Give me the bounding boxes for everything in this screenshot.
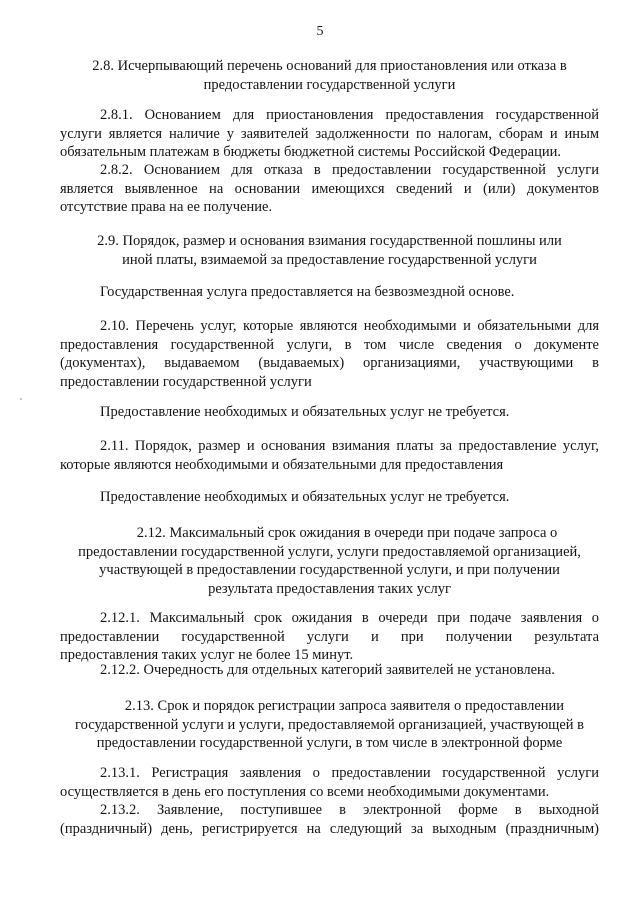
section-2-13-heading: 2.13. Срок и порядок регистрации запроса заявителя о предоставлении государственной услуги и услуги, предоставляемой организацией, участвующей в предоставлении государственной услуги, в том числе в электронной форме bbox=[75, 698, 584, 751]
scan-speck bbox=[20, 398, 22, 400]
section-2-9-heading: 2.9. Порядок, размер и основания взимания государственной пошлины или иной платы, взимаемой за предоставление государственной услуги bbox=[97, 233, 562, 268]
section-2-8-heading: 2.8. Исчерпывающий перечень оснований для приостановления или отказа в предоставлении государственной услуги bbox=[92, 58, 567, 93]
paragraph-2-12-1: 2.12.1. Максимальный срок ожидания в очереди при подаче заявления о предоставлении государственной услуги и при получении результата предоставления таких услуг не более 15 минут. bbox=[60, 610, 599, 663]
paragraph-2-13-2: 2.13.2. Заявление, поступившее в электронной форме в выходной (праздничный) день, регистрируется на следующий за выходным (праздничным) bbox=[60, 802, 599, 837]
section-2-11-heading: 2.11. Порядок, размер и основания взимания платы за предоставление услуг, которые являются необходимыми и обязательными для предоставления bbox=[60, 438, 599, 473]
paragraph-2-9-body: Государственная услуга предоставляется на безвозмездной основе. bbox=[100, 284, 515, 300]
paragraph-2-10-body: Предоставление необходимых и обязательных услуг не требуется. bbox=[100, 404, 510, 420]
paragraph-2-11-body: Предоставление необходимых и обязательных услуг не требуется. bbox=[100, 489, 510, 505]
paragraph-2-13-1: 2.13.1. Регистрация заявления о предоставлении государственной услуги осуществляется в день его поступления со всеми необходимыми документами. bbox=[60, 765, 599, 800]
section-2-12-heading: 2.12. Максимальный срок ожидания в очереди при подаче запроса о предоставлении государственной услуги, услуги предоставляемой организацией, участвующей в предоставлении государственной услуги, и при получении результата предоставления таких услуг bbox=[78, 525, 581, 597]
section-2-10-heading: 2.10. Перечень услуг, которые являются необходимыми и обязательными для предоставления государственной услуги, в том числе сведения о документе (документах), выдаваемом (выдаваемых) организациями, участвующими в предоставлении государственной услуги bbox=[60, 318, 599, 390]
paragraph-2-8-2: 2.8.2. Основанием для отказа в предоставлении государственной услуги является выявленное на основании имеющихся сведений и (или) документов отсутствие права на ее получение. bbox=[60, 162, 599, 215]
page-number: 5 bbox=[316, 24, 324, 39]
paragraph-2-8-1: 2.8.1. Основанием для приостановления предоставления государственной услуги является наличие у заявителей задолженности по налогам, сборам и иным обязательным платежам в бюджеты бюджетной системы Российской Федерации. bbox=[60, 107, 599, 160]
paragraph-2-12-2: 2.12.2. Очередность для отдельных категорий заявителей не установлена. bbox=[100, 662, 555, 678]
